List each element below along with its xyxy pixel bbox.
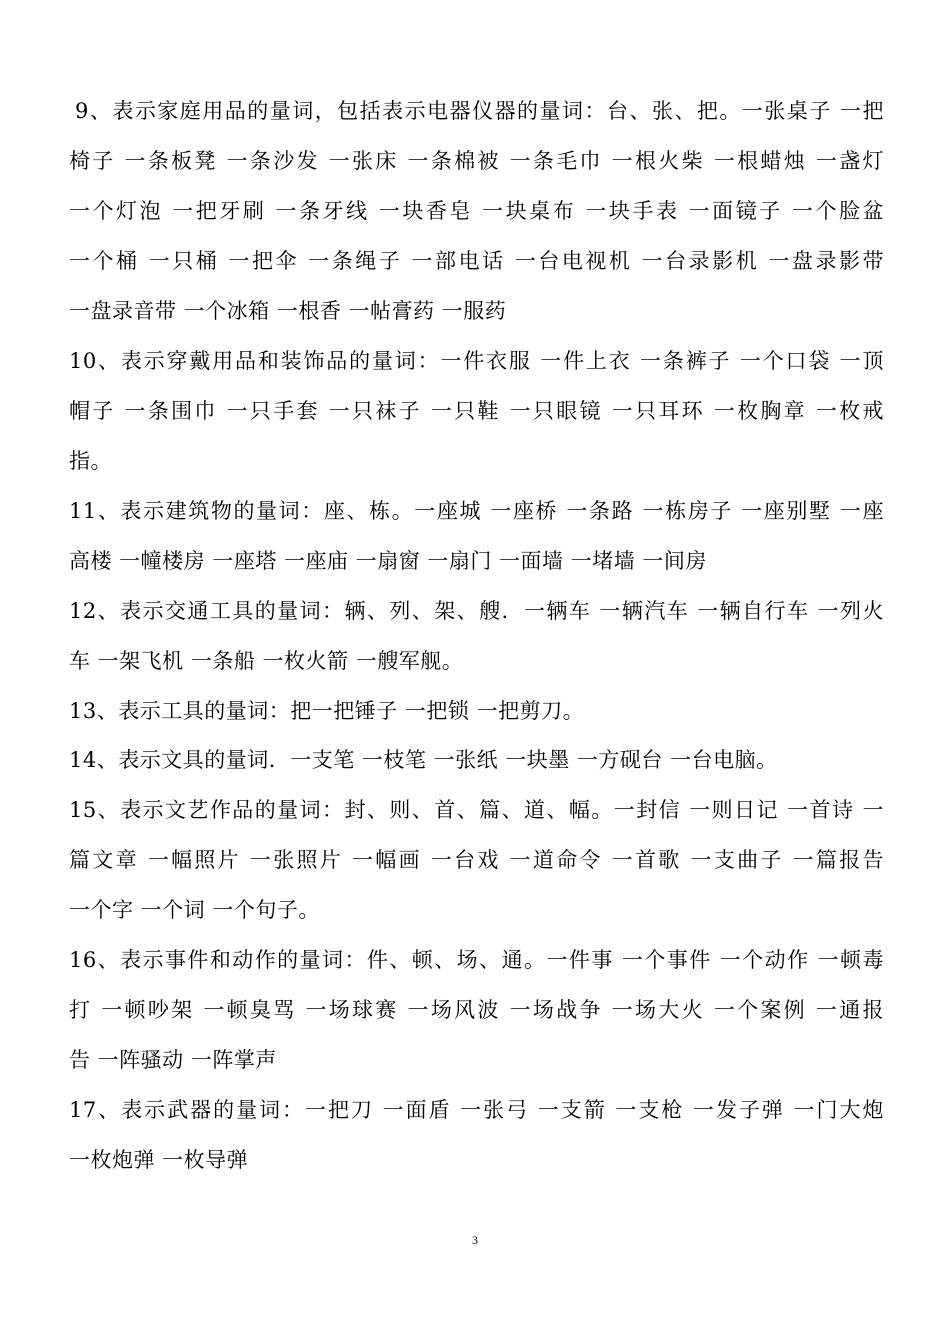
text-line: 打 一顿吵架 一顿臭骂 一场球赛 一场风波 一场战争 一场大火 一个案例 一通报 <box>69 998 884 1022</box>
text-line: 15、表示文艺作品的量词：封、则、首、篇、道、幅。一封信 一则日记 一首诗 一 <box>69 798 884 822</box>
text-line: 13、表示工具的量词：把一把锤子 一把锁 一把剪刀。 <box>69 699 585 723</box>
text-line: 14、表示文具的量词．一支笔 一枝笔 一张纸 一块墨 一方砚台 一台电脑。 <box>69 748 778 772</box>
text-line: 10、表示穿戴用品和装饰品的量词：一件衣服 一件上衣 一条裤子 一个口袋 一顶 <box>69 349 884 373</box>
text-line: 指。 <box>69 449 112 473</box>
text-line: 12、表示交通工具的量词：辆、列、架、艘．一辆车 一辆汽车 一辆自行车 一列火 <box>69 599 884 623</box>
text-line: 16、表示事件和动作的量词：件、顿、场、通。一件事 一个事件 一个动作 一顿毒 <box>69 948 884 972</box>
text-line: 高楼 一幢楼房 一座塔 一座庙 一扇窗 一扇门 一面墙 一堵墙 一间房 <box>69 549 707 573</box>
text-line: 一个桶 一只桶 一把伞 一条绳子 一部电话 一台电视机 一台录影机 一盘录影带 <box>69 249 884 273</box>
text-line: 一盘录音带 一个冰箱 一根香 一帖膏药 一服药 <box>69 299 507 323</box>
text-line: 告 一阵骚动 一阵掌声 <box>69 1048 277 1072</box>
text-line: 一个字 一个词 一个句子。 <box>69 898 320 922</box>
text-line: 帽子 一条围巾 一只手套 一只袜子 一只鞋 一只眼镜 一只耳环 一枚胸章 一枚戒 <box>69 399 884 423</box>
text-line: 9、表示家庭用品的量词，包括表示电器仪器的量词：台、张、把。一张桌子 一把 <box>75 99 884 123</box>
text-line: 11、表示建筑物的量词：座、栋。一座城 一座桥 一条路 一栋房子 一座别墅 一座 <box>69 499 884 523</box>
text-line: 车 一架飞机 一条船 一枚火箭 一艘军舰。 <box>69 649 464 673</box>
text-line: 一个灯泡 一把牙刷 一条牙线 一块香皂 一块桌布 一块手表 一面镜子 一个脸盆 <box>69 199 884 223</box>
text-line: 篇文章 一幅照片 一张照片 一幅画 一台戏 一道命令 一首歌 一支曲子 一篇报告 <box>69 848 884 872</box>
page-number: 3 <box>472 1233 478 1247</box>
text-line: 17、表示武器的量词：一把刀 一面盾 一张弓 一支箭 一支枪 一发子弹 一门大炮 <box>69 1098 884 1122</box>
text-line: 一枚炮弹 一枚导弹 <box>69 1148 249 1172</box>
text-line: 椅子 一条板凳 一条沙发 一张床 一条棉被 一条毛巾 一根火柴 一根蜡烛 一盏灯 <box>69 149 884 173</box>
